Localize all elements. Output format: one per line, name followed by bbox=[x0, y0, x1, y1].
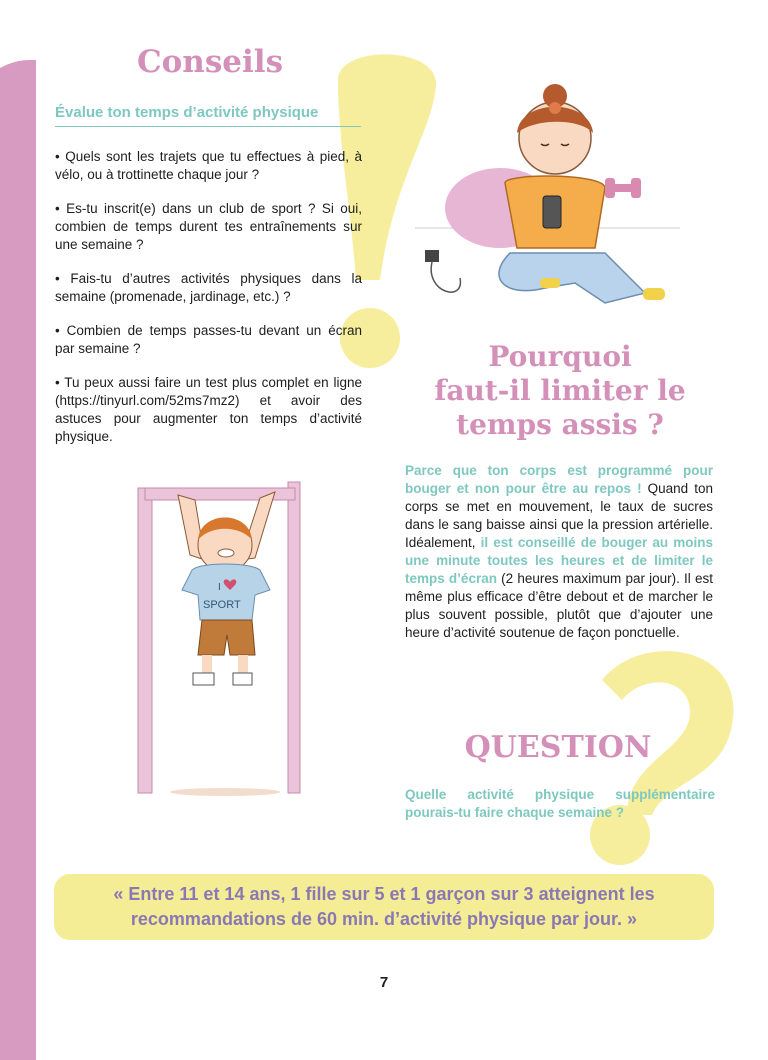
pourquoi-title-line: Pourquoi bbox=[488, 340, 632, 373]
banner-line: recommandations de 60 min. d’activité physique par jour. » bbox=[130, 909, 638, 929]
conseils-title: Conseils bbox=[136, 44, 284, 80]
shirt-text: SPORT bbox=[203, 599, 241, 611]
pourquoi-title-line: faut-il limiter le bbox=[434, 374, 686, 407]
pourquoi-title-line: temps assis ? bbox=[456, 408, 664, 441]
question-title: QUESTION bbox=[464, 730, 652, 765]
paragraph-text: (2 heures maximum par jour). Il est même plus efficace d’être debout et de marcher le plus souvent possible, plutôt que d’ajouter une heure d’activité soutenue de façon ponctuelle. bbox=[405, 571, 713, 640]
shirt-letter: I bbox=[218, 582, 221, 593]
conseils-subtitle: Évalue ton temps d’activité physique bbox=[55, 104, 361, 127]
list-item: • Fais-tu d’autres activités physiques dans la semaine (promenade, jardinage, etc.) ? bbox=[55, 271, 362, 304]
paragraph-text: Quand ton corps se met en mouvement, le taux de sucres dans le sang baisse ainsi que la pression artérielle. Idéalement, bbox=[405, 481, 713, 550]
list-item: • Es-tu inscrit(e) dans un club de sport ? Si oui, combien de temps durent tes entraînements sur une semaine ? bbox=[55, 201, 362, 252]
highlight-text: il est conseillé de bouger au moins une minute toutes les heures et de limiter le temps d’écran bbox=[405, 535, 713, 586]
page-number: 7 bbox=[379, 974, 389, 991]
list-item: • Quels sont les trajets que tu effectues à pied, à vélo, ou à trottinette chaque jour ? bbox=[55, 149, 362, 182]
boy-hanging-illustration bbox=[130, 470, 310, 805]
conseils-list bbox=[55, 148, 362, 462]
highlight-text: Parce que ton corps est programmé pour bouger et non pour être au repos ! bbox=[405, 463, 713, 496]
left-pink-strip bbox=[0, 60, 36, 1060]
list-item: • Combien de temps passes-tu devant un écran par semaine ? bbox=[55, 323, 362, 356]
girl-with-phone-illustration bbox=[405, 78, 695, 328]
pourquoi-paragraph bbox=[405, 462, 713, 642]
banner-line: « Entre 11 et 14 ans, 1 fille sur 5 et 1 garçon sur 3 atteignent les bbox=[113, 884, 655, 904]
statistic-quote-banner bbox=[54, 874, 714, 940]
pourquoi-title bbox=[405, 340, 715, 442]
list-item: • Tu peux aussi faire un test plus complet en ligne (https://tinyurl.com/52ms7mz2) et avoir des astuces pour augmenter ton temps d’activité physique. bbox=[55, 375, 362, 444]
question-text: Quelle activité physique supplémentaire pourais-tu faire chaque semaine ? bbox=[405, 787, 715, 820]
